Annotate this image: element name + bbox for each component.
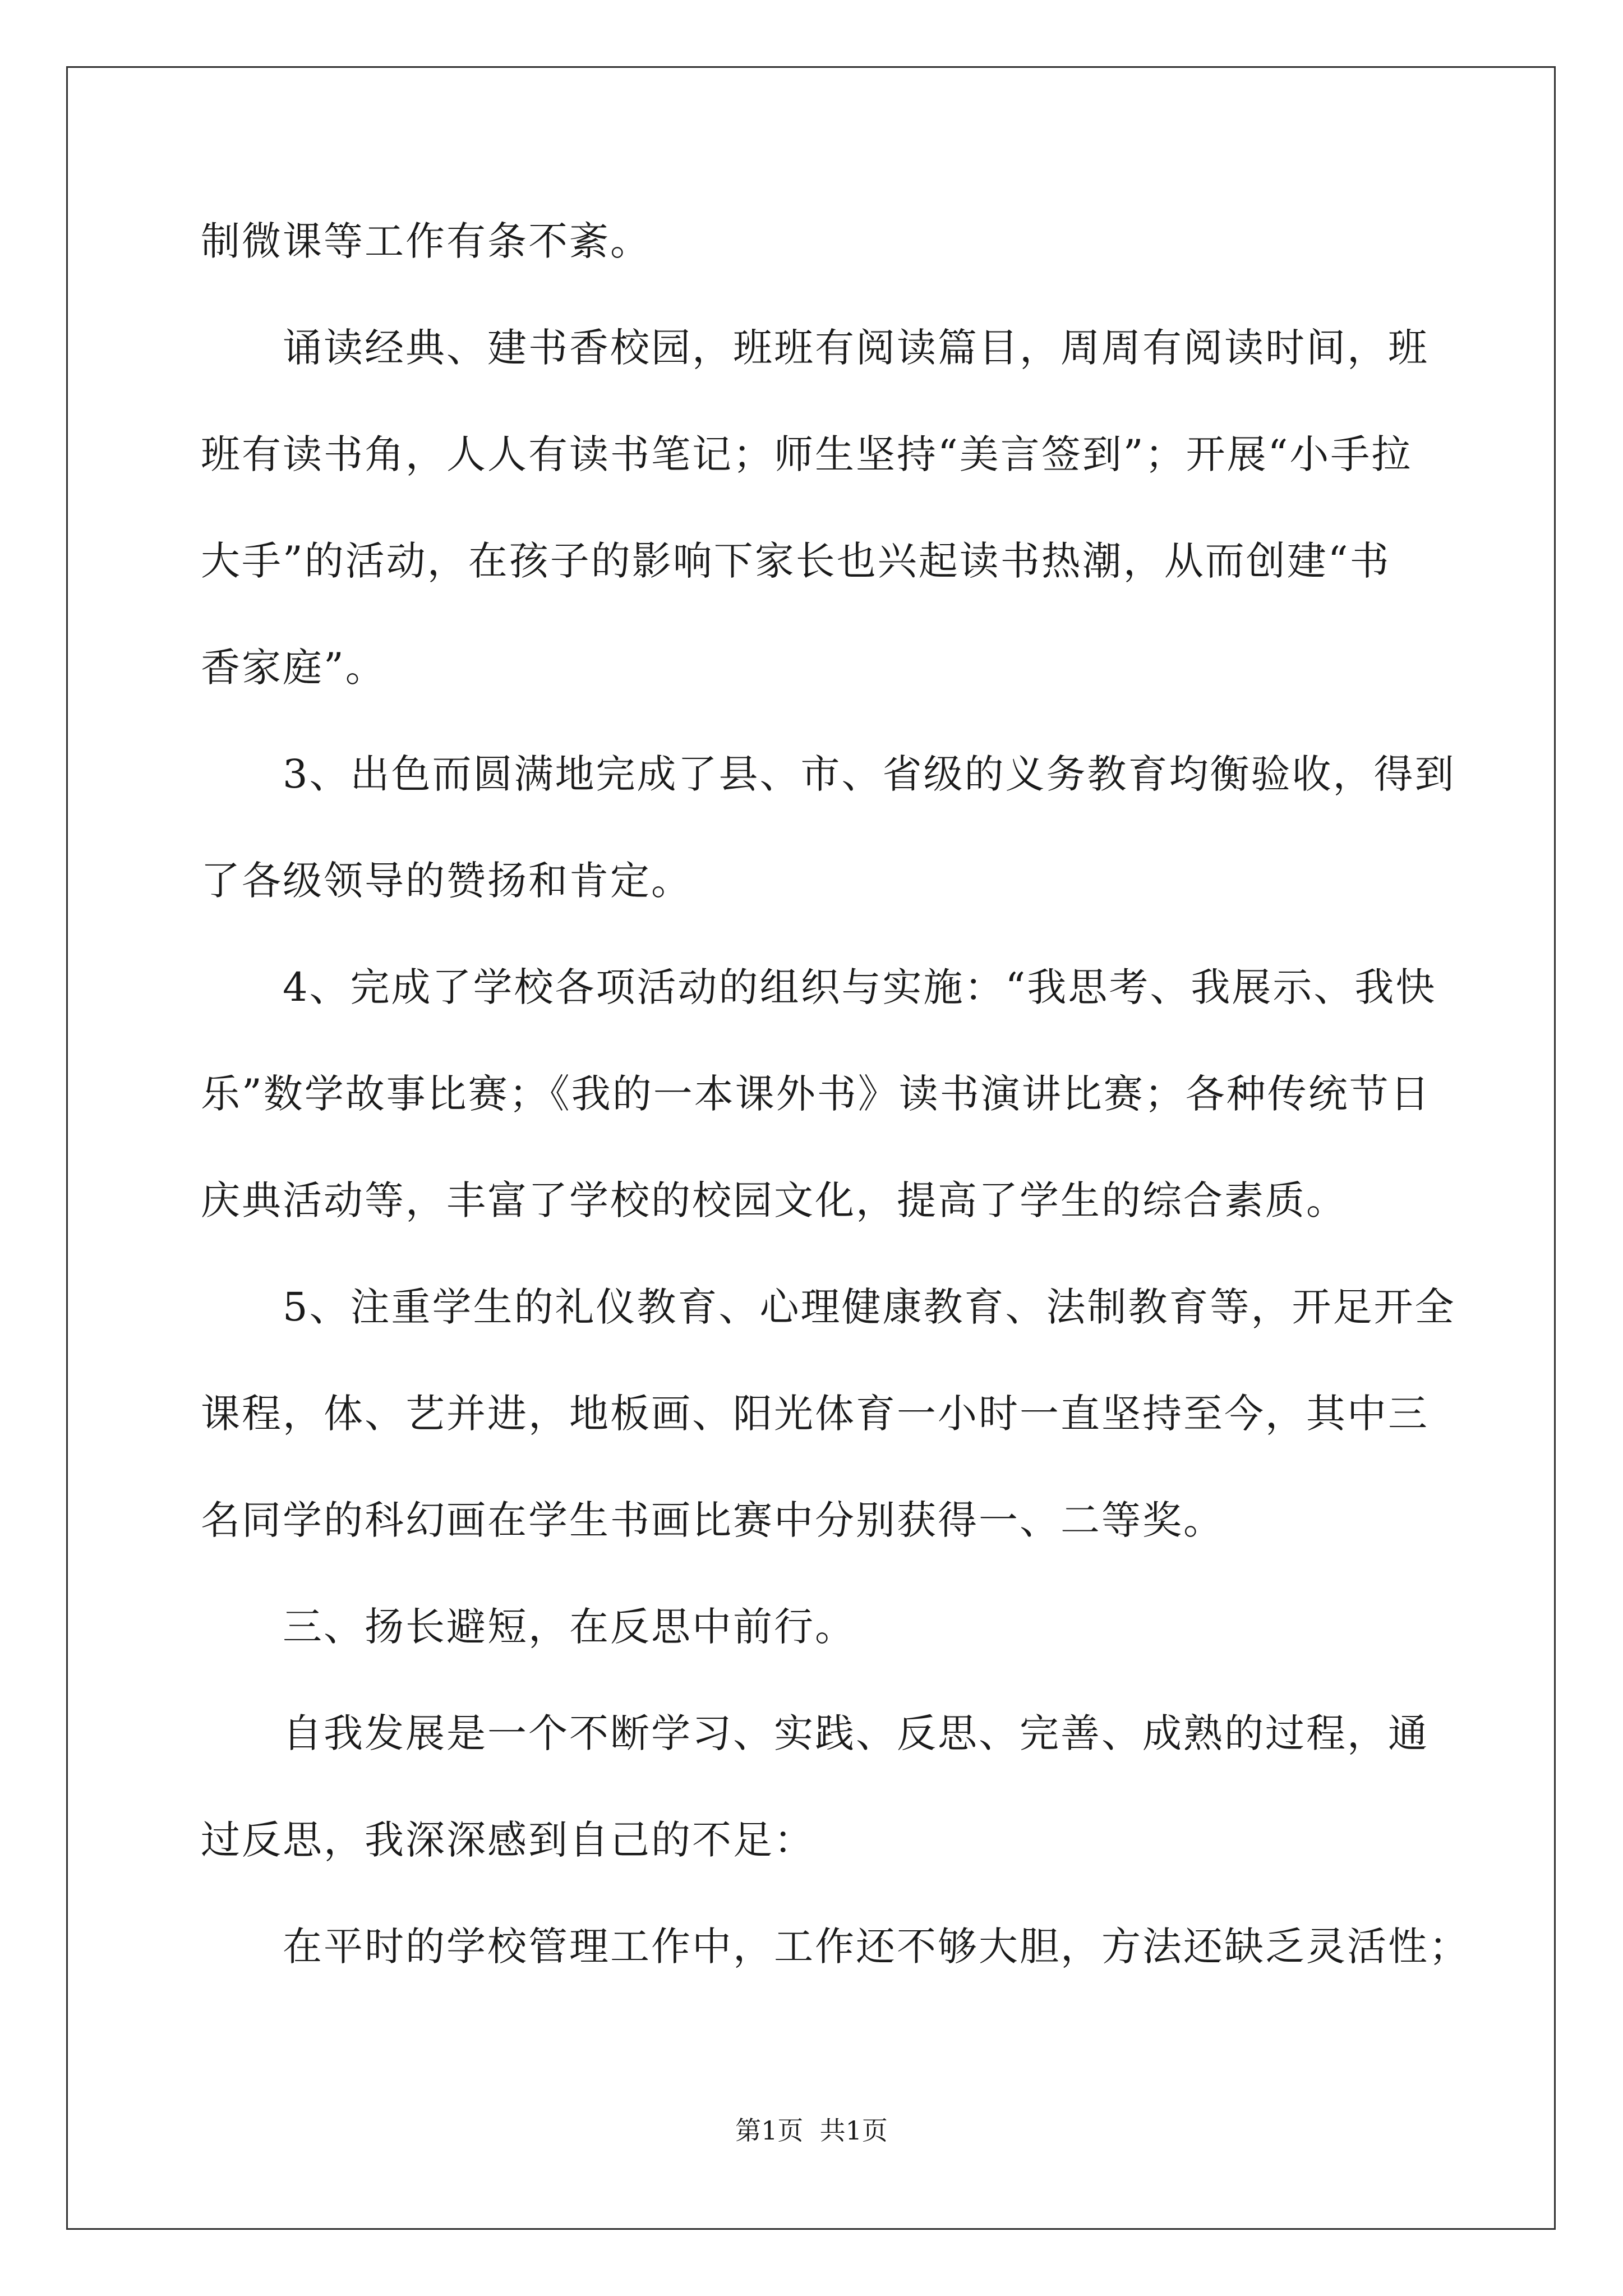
- text-line: 庆典活动等，丰富了学校的校园文化，提高了学生的综合素质。: [201, 1177, 1347, 1223]
- text-line: 自我发展是一个不断学习、实践、反思、完善、成熟的过程，通: [283, 1710, 1429, 1756]
- section-heading: 三、扬长避短，在反思中前行。: [283, 1604, 856, 1650]
- text-line: 过反思，我深深感到自己的不足：: [201, 1817, 815, 1863]
- text-line: 3、出色而圆满地完成了县、市、省级的义务教育均衡验收，得到: [283, 751, 1456, 797]
- text-line: 了各级领导的赞扬和肯定。: [201, 858, 692, 904]
- text-line: 制微课等工作有条不紊。: [201, 218, 651, 264]
- text-line: 诵读经典、建书香校园，班班有阅读篇目，周周有阅读时间，班: [283, 325, 1429, 371]
- text-line: 香家庭”。: [201, 645, 386, 691]
- text-line: 乐”数学故事比赛；《我的一本课外书》读书演讲比赛；各种传统节日: [201, 1071, 1431, 1117]
- page-border: [66, 66, 1556, 2230]
- text-line: 在平时的学校管理工作中，工作还不够大胆，方法还缺乏灵活性；: [283, 1924, 1470, 1970]
- page-number: 第1页 共1页: [735, 2115, 888, 2146]
- text-line: 班有读书角，人人有读书笔记；师生坚持“美言签到”；开展“小手拉: [201, 431, 1413, 477]
- text-line: 名同学的科幻画在学生书画比赛中分别获得一、二等奖。: [201, 1497, 1224, 1543]
- text-line: 大手”的活动，在孩子的影响下家长也兴起读书热潮，从而创建“书: [201, 538, 1391, 584]
- text-line: 课程，体、艺并进，地板画、阳光体育一小时一直坚持至今，其中三: [201, 1391, 1429, 1437]
- text-line: 4、完成了学校各项活动的组织与实施：“我思考、我展示、我快: [283, 964, 1437, 1010]
- text-line: 5、注重学生的礼仪教育、心理健康教育、法制教育等，开足开全: [283, 1284, 1456, 1330]
